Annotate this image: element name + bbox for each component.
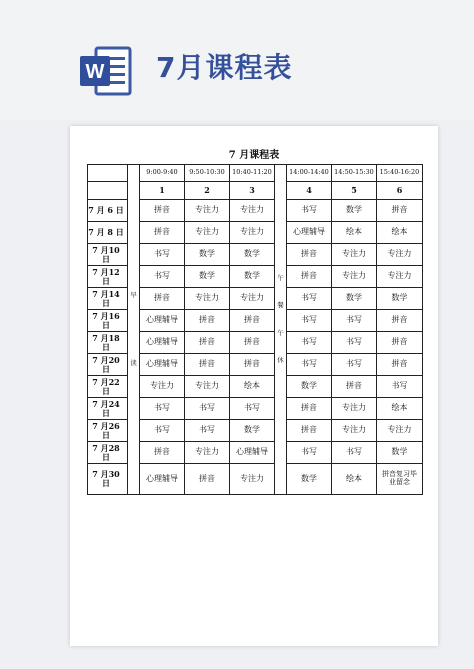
banner — [0, 0, 474, 120]
morning-label-char: 读 — [130, 358, 137, 367]
lesson-cell: 书写 — [332, 354, 377, 376]
date-cell: 7 月20 日 — [88, 354, 128, 376]
time-header-row — [88, 165, 423, 182]
lesson-cell: 专注力 — [377, 266, 423, 288]
lesson-cell: 专注力 — [332, 266, 377, 288]
lunch-label-char: 午 — [277, 274, 284, 283]
lesson-cell: 拼音 — [185, 354, 230, 376]
period-cell: 6 — [377, 182, 423, 200]
lesson-cell: 数学 — [287, 464, 332, 495]
lesson-cell: 拼音 — [377, 200, 423, 222]
lesson-cell: 拼音 — [230, 310, 275, 332]
date-cell: 7 月24 日 — [88, 398, 128, 420]
lesson-cell: 拼音 — [140, 442, 185, 464]
lesson-cell: 拼音 — [332, 376, 377, 398]
lesson-cell: 书写 — [230, 398, 275, 420]
time-cell: 14:00-14:40 — [287, 165, 332, 182]
lesson-cell: 书写 — [185, 420, 230, 442]
date-cell: 7 月10 日 — [88, 244, 128, 266]
lesson-cell: 专注力 — [140, 376, 185, 398]
time-cell: 9:50-10:30 — [185, 165, 230, 182]
schedule-table — [87, 164, 423, 495]
lesson-cell: 专注力 — [230, 200, 275, 222]
time-cell: 15:40-16:20 — [377, 165, 423, 182]
lesson-cell: 专注力 — [230, 222, 275, 244]
lesson-cell: 心理辅导 — [140, 310, 185, 332]
page-title: 7月课程表 — [156, 51, 293, 84]
lesson-cell: 书写 — [287, 200, 332, 222]
date-cell: 7 月30 日 — [88, 464, 128, 495]
svg-text:W: W — [85, 61, 105, 83]
date-cell: 7 月18 日 — [88, 332, 128, 354]
morning-label-char: 早 — [130, 291, 137, 300]
date-cell: 7 月28 日 — [88, 442, 128, 464]
lesson-cell: 拼音 — [377, 332, 423, 354]
lesson-cell: 书写 — [140, 398, 185, 420]
lesson-cell: 拼音复习毕业留念 — [377, 464, 423, 495]
lesson-cell: 专注力 — [332, 244, 377, 266]
corner-cell — [88, 182, 128, 200]
lesson-cell: 书写 — [377, 376, 423, 398]
lesson-cell: 拼音 — [140, 288, 185, 310]
lesson-cell: 数学 — [185, 244, 230, 266]
lesson-cell: 书写 — [287, 332, 332, 354]
lesson-cell: 专注力 — [377, 420, 423, 442]
lesson-cell: 书写 — [287, 442, 332, 464]
lesson-cell: 书写 — [140, 244, 185, 266]
lesson-cell: 拼音 — [185, 310, 230, 332]
lesson-cell: 数学 — [230, 266, 275, 288]
lesson-cell: 绘本 — [377, 398, 423, 420]
lesson-cell: 书写 — [332, 310, 377, 332]
date-cell: 7 月22 日 — [88, 376, 128, 398]
corner-cell — [88, 165, 128, 182]
lesson-cell: 拼音 — [185, 332, 230, 354]
period-cell: 2 — [185, 182, 230, 200]
lesson-cell: 心理辅导 — [140, 332, 185, 354]
date-cell: 7 月14 日 — [88, 288, 128, 310]
lesson-cell: 心理辅导 — [230, 442, 275, 464]
date-cell: 7 月16 日 — [88, 310, 128, 332]
document-title: 7 月课程表 — [228, 150, 280, 161]
lesson-cell: 拼音 — [377, 354, 423, 376]
lesson-cell: 数学 — [287, 376, 332, 398]
lesson-cell: 绘本 — [332, 464, 377, 495]
lesson-cell: 专注力 — [185, 222, 230, 244]
word-icon — [76, 42, 134, 100]
lesson-cell: 数学 — [230, 420, 275, 442]
lesson-cell: 书写 — [185, 398, 230, 420]
lunch-break-column — [275, 165, 287, 495]
date-cell: 7 月12 日 — [88, 266, 128, 288]
lesson-cell: 书写 — [332, 332, 377, 354]
lesson-cell: 专注力 — [185, 288, 230, 310]
lesson-cell: 数学 — [332, 288, 377, 310]
period-cell: 5 — [332, 182, 377, 200]
lesson-cell: 书写 — [287, 354, 332, 376]
date-cell: 7 月 6 日 — [88, 200, 128, 222]
lesson-cell: 专注力 — [185, 376, 230, 398]
lesson-cell: 数学 — [185, 266, 230, 288]
lunch-label-char: 餐 — [277, 301, 284, 310]
lesson-cell: 拼音 — [230, 332, 275, 354]
lesson-cell: 书写 — [287, 288, 332, 310]
lunch-label-char: 午 — [277, 328, 284, 337]
period-cell: 3 — [230, 182, 275, 200]
lesson-cell: 专注力 — [230, 464, 275, 495]
lesson-cell: 数学 — [332, 200, 377, 222]
lesson-cell: 拼音 — [140, 222, 185, 244]
lesson-cell: 专注力 — [185, 200, 230, 222]
lesson-cell: 专注力 — [377, 244, 423, 266]
lesson-cell: 绘本 — [332, 222, 377, 244]
morning-reading-column — [128, 165, 140, 495]
lesson-cell: 拼音 — [185, 464, 230, 495]
lesson-cell: 心理辅导 — [287, 222, 332, 244]
lesson-cell: 拼音 — [287, 420, 332, 442]
time-cell: 14:50-15:30 — [332, 165, 377, 182]
lesson-cell: 拼音 — [287, 398, 332, 420]
lesson-cell: 数学 — [230, 244, 275, 266]
lesson-cell: 专注力 — [332, 420, 377, 442]
lesson-cell: 绘本 — [377, 222, 423, 244]
lesson-cell: 拼音 — [230, 354, 275, 376]
period-cell: 1 — [140, 182, 185, 200]
document-page — [70, 126, 438, 646]
lesson-cell: 拼音 — [140, 200, 185, 222]
period-cell: 4 — [287, 182, 332, 200]
lesson-cell: 绘本 — [230, 376, 275, 398]
lesson-cell: 书写 — [332, 442, 377, 464]
lesson-cell: 专注力 — [230, 288, 275, 310]
lunch-label-char: 休 — [277, 355, 284, 364]
lesson-cell: 书写 — [287, 310, 332, 332]
date-cell: 7 月 8 日 — [88, 222, 128, 244]
lesson-cell: 心理辅导 — [140, 354, 185, 376]
date-cell: 7 月26 日 — [88, 420, 128, 442]
lesson-cell: 拼音 — [287, 244, 332, 266]
lesson-cell: 书写 — [140, 266, 185, 288]
lesson-cell: 书写 — [140, 420, 185, 442]
lesson-cell: 数学 — [377, 442, 423, 464]
lesson-cell: 拼音 — [377, 310, 423, 332]
lesson-cell: 专注力 — [185, 442, 230, 464]
time-cell: 9:00-9:40 — [140, 165, 185, 182]
time-cell: 10:40-11:20 — [230, 165, 275, 182]
lesson-cell: 拼音 — [287, 266, 332, 288]
lesson-cell: 心理辅导 — [140, 464, 185, 495]
lesson-cell: 数学 — [377, 288, 423, 310]
lesson-cell: 专注力 — [332, 398, 377, 420]
